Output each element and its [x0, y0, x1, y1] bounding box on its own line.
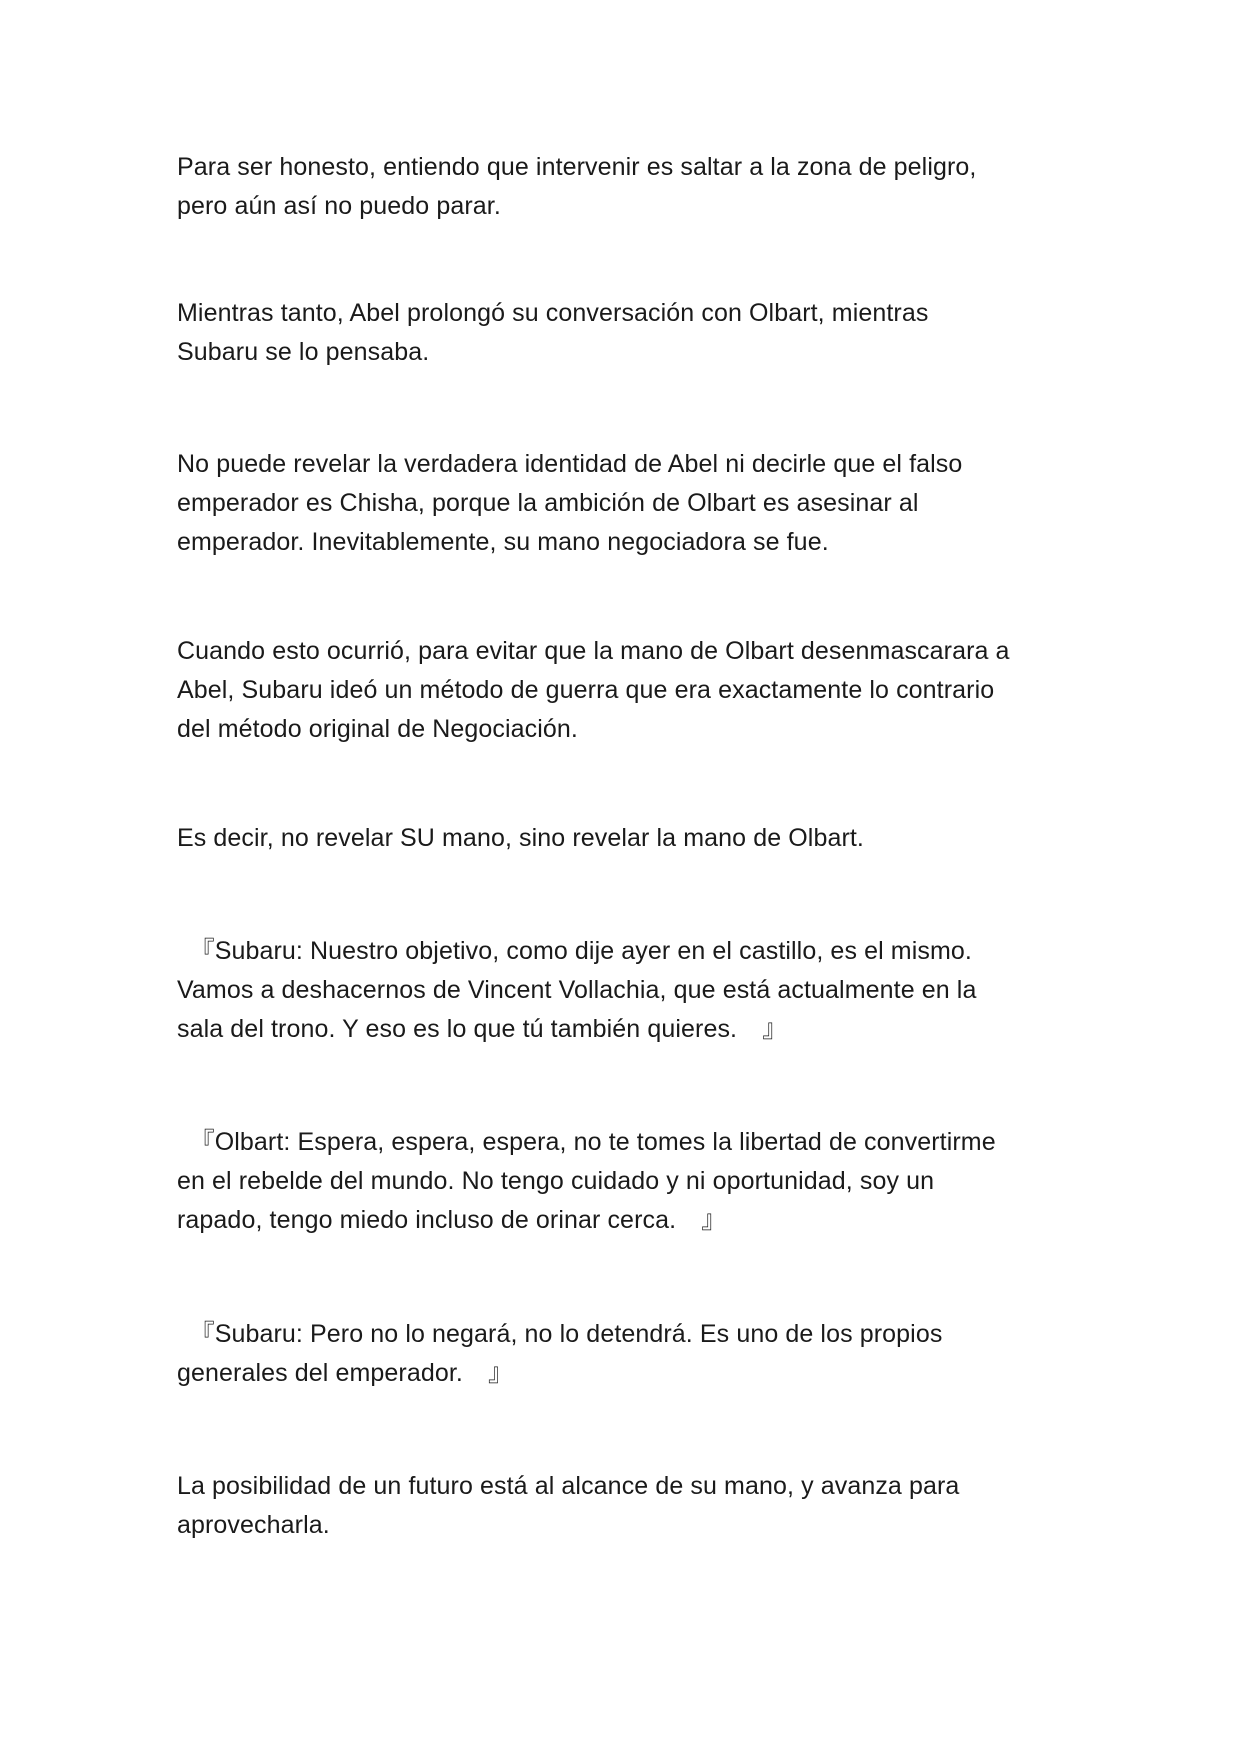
text-line: rapado, tengo miedo incluso de orinar cerca. 』 — [177, 1206, 727, 1234]
text-line: Vamos a deshacernos de Vincent Vollachia, que está actualmente en la — [177, 976, 977, 1004]
paragraph-8 — [177, 1315, 1077, 1393]
paragraph-3 — [177, 445, 1077, 562]
paragraph-5 — [177, 819, 1077, 858]
paragraph-7 — [177, 1123, 1077, 1240]
text-line: No puede revelar la verdadera identidad de Abel ni decirle que el falso — [177, 450, 963, 478]
text-line: emperador. Inevitablemente, su mano negociadora se fue. — [177, 528, 829, 556]
text-line: pero aún así no puedo parar. — [177, 192, 501, 220]
text-line: 『Subaru: Pero no lo negará, no lo detendrá. Es uno de los propios — [177, 1320, 943, 1348]
text-line: 『Subaru: Nuestro objetivo, como dije ayer en el castillo, es el mismo. — [177, 937, 972, 965]
text-line: Mientras tanto, Abel prolongó su conversación con Olbart, mientras — [177, 299, 929, 327]
text-line: aprovecharla. — [177, 1511, 330, 1539]
paragraph-4 — [177, 632, 1077, 749]
paragraph-1 — [177, 148, 1077, 226]
text-line: La posibilidad de un futuro está al alcance de su mano, y avanza para — [177, 1472, 960, 1500]
text-line: Cuando esto ocurrió, para evitar que la mano de Olbart desenmascarara a — [177, 637, 1010, 665]
text-line: emperador es Chisha, porque la ambición de Olbart es asesinar al — [177, 489, 919, 517]
paragraph-9 — [177, 1467, 1077, 1545]
text-line: Subaru se lo pensaba. — [177, 338, 430, 366]
paragraph-6 — [177, 932, 1077, 1049]
text-line: sala del trono. Y eso es lo que tú también quieres. 』 — [177, 1015, 788, 1043]
text-line: Es decir, no revelar SU mano, sino revelar la mano de Olbart. — [177, 824, 864, 852]
text-line: del método original de Negociación. — [177, 715, 578, 743]
text-line: Para ser honesto, entiendo que intervenir es saltar a la zona de peligro, — [177, 153, 977, 181]
text-line: Abel, Subaru ideó un método de guerra que era exactamente lo contrario — [177, 676, 995, 704]
text-line: en el rebelde del mundo. No tengo cuidado y ni oportunidad, soy un — [177, 1167, 935, 1195]
text-line: generales del emperador. 』 — [177, 1359, 514, 1387]
paragraph-2 — [177, 294, 1077, 372]
text-line: 『Olbart: Espera, espera, espera, no te tomes la libertad de convertirme — [177, 1128, 996, 1156]
